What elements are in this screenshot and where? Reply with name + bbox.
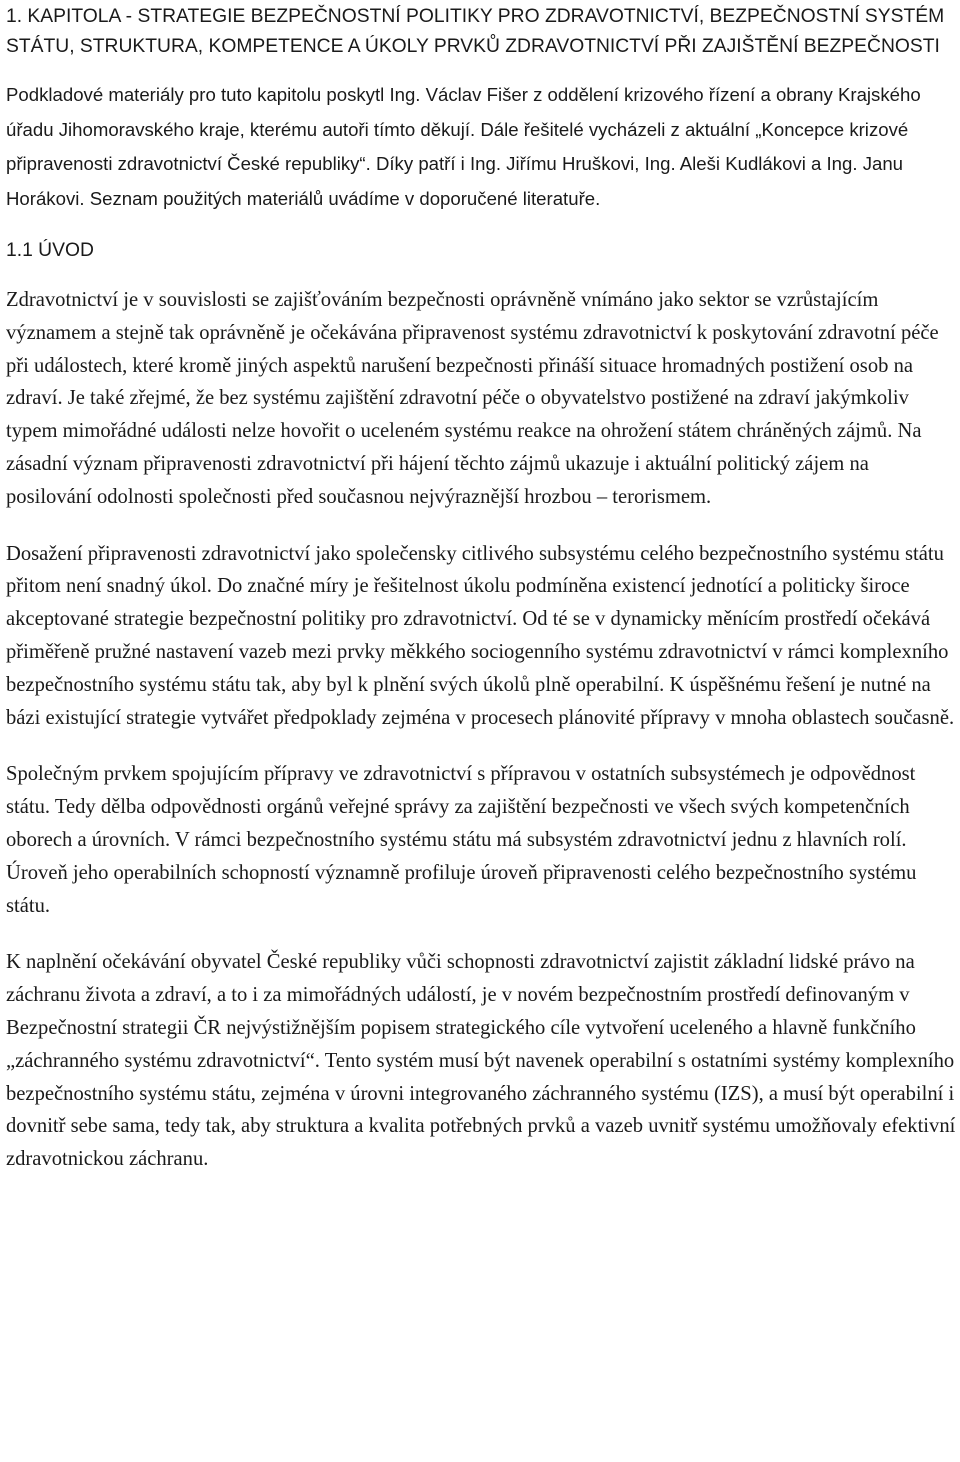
chapter-intro: Podkladové materiály pro tuto kapitolu poskytl Ing. Václav Fišer z oddělení krizového řízení a obrany Krajského úřadu Jihomoravského kraje, kterému autoři tímto děkují. Dále řešitelé vycházeli z aktuální „Koncepce krizové připravenosti zdravotnictví České republiky“. Díky patří i Ing. Jiřímu Hruškovi, Ing. Aleši Kudlákovi a Ing. Janu Horákovi. Seznam použitých materiálů uvádíme v doporučené literatuře. xyxy=(6,84,921,209)
document-page xyxy=(6,0,958,1176)
paragraph: Společným prvkem spojujícím přípravy ve zdravotnictví s přípravou v ostatních subsystémech je odpovědnost státu. Tedy dělba odpovědnosti orgánů veřejné správy za zajištění bezpečnosti ve všech svých kompetenčních oborech a úrovních. V rámci bezpečnostního systému státu má subsystém zdravotnictví jednu z hlavních rolí. Úroveň jeho operabilních schopností významně profiluje úroveň připravenosti celého bezpečnostního systému státu. xyxy=(6,763,917,917)
paragraph: K naplnění očekávání obyvatel České republiky vůči schopnosti zdravotnictví zajistit základní lidské právo na záchranu života a zdraví, a to i za mimořádných událostí, je v novém bezpečnostním prostředí definovaným v Bezpečnostní strategii ČR nejvýstižnějším popisem strategického cíle vytvoření uceleného a hlavně funkčního „záchranného systému zdravotnictví“. Tento systém musí být navenek operabilní s ostatními systémy komplexního bezpečnostního systému státu, zejména v úrovni integrovaného záchranného systému (IZS), a musí být operabilní i dovnitř sebe sama, tedy tak, aby struktura a kvalita potřebných prvků a vazeb uvnitř systému umožňovaly efektivní zdravotnickou záchranu. xyxy=(6,951,956,1171)
paragraph: Dosažení připravenosti zdravotnictví jako společensky citlivého subsystému celého bezpečnostního systému státu přitom není snadný úkol. Do značné míry je řešitelnost úkolu podmíněna existencí jednotící a politicky široce akceptované strategie bezpečnostní politiky pro zdravotnictví. Od té se v dynamicky měnícím prostředí očekává přiměřeně pružné nastavení vazeb mezi prvky měkkého sociogenního systému zdravotnictví v rámci komplexního bezpečnostního systému státu tak, aby byl k plnění svých úkolů plně operabilní. K úspěšnému řešení je nutné na bázi existující strategie vytvářet předpoklady zejména v procesech plánovité přípravy v mnoha oblastech současně. xyxy=(6,542,955,729)
paragraph: Zdravotnictví je v souvislosti se zajišťováním bezpečnosti oprávněně vnímáno jako sektor se vzrůstajícím významem a stejně tak oprávněně je očekávána připravenost systému zdravotnictví k poskytování zdravotní péče při událostech, které kromě jiných aspektů narušení bezpečnosti přináší situace hromadných postižení osob na zdraví. Je také zřejmé, že bez systému zajištění zdravotní péče o obyvatelstvo postižené na zdraví jakýmkoliv typem mimořádné události nelze hovořit o uceleném systému reakce na ohrožení státem chráněných zájmů. Na zásadní význam připravenosti zdravotnictví při hájení těchto zájmů ukazuje i aktuální politický zájem na posilování odolnosti společnosti před současnou nejvýraznější hrozbou – terorismem. xyxy=(6,289,939,508)
chapter-heading: 1. KAPITOLA - STRATEGIE BEZPEČNOSTNÍ POLITIKY PRO ZDRAVOTNICTVÍ, BEZPEČNOSTNÍ SYSTÉM STÁTU, STRUKTURA, KOMPETENCE A ÚKOLY PRVKŮ ZDRAVOTNICTVÍ PŘI ZAJIŠTĚNÍ BEZPEČNOSTI xyxy=(6,6,945,57)
section-heading: 1.1 ÚVOD xyxy=(6,240,94,261)
